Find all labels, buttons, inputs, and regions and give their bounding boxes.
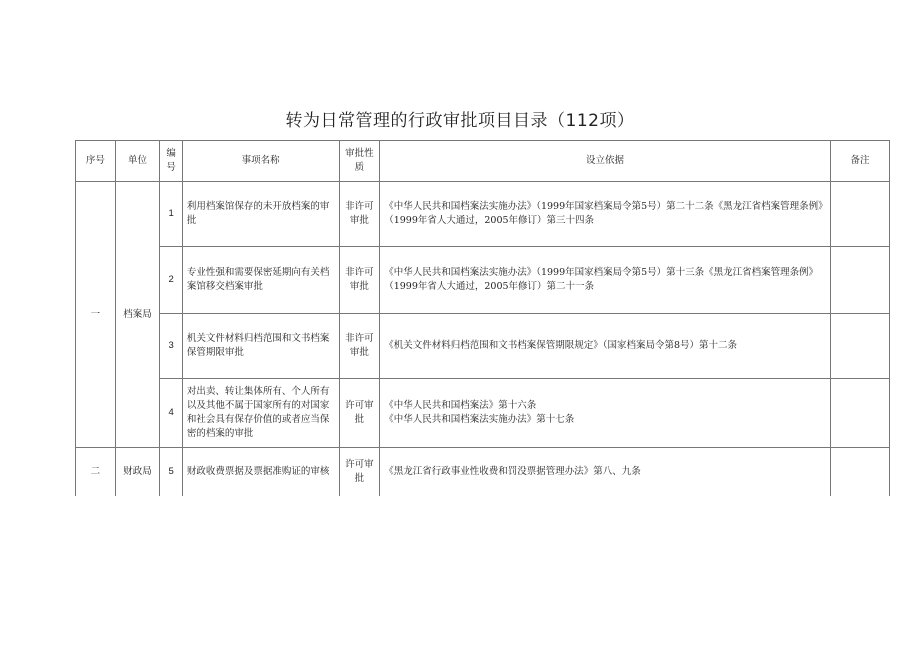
- header-code: 编号: [160, 141, 182, 182]
- item-name: 机关文件材料归档范围和文书档案保管期限审批: [182, 314, 339, 379]
- basis-line: 《中华人民共和国档案法实施办法》（1999年国家档案局令第5号）第十三条《黑龙江省档案管理条例》（1999年省人大通过，2005年修订）第二十一条: [384, 267, 819, 292]
- header-unit: 单位: [115, 141, 160, 182]
- item-code: 3: [160, 314, 182, 379]
- table-row: [76, 379, 890, 448]
- item-basis: [380, 182, 831, 247]
- basis-line: 《中华人民共和国档案法实施办法》（1999年国家档案局令第5号）第二十二条《黑龙江省档案管理条例》（1999年省人大通过，2005年修订）第三十四条: [384, 201, 823, 226]
- item-nature: 非许可审批: [339, 182, 380, 247]
- basis-line: 《中华人民共和国档案法》第十六条: [384, 400, 537, 411]
- item-basis: [380, 379, 831, 448]
- table-row: [76, 182, 890, 247]
- header-basis: 设立依据: [380, 141, 831, 182]
- item-name: 专业性强和需要保密延期向有关档案馆移交档案审批: [182, 247, 339, 314]
- item-code: 1: [160, 182, 182, 247]
- table-row: [76, 448, 890, 497]
- item-basis: [380, 314, 831, 379]
- item-note: [830, 314, 889, 379]
- item-basis: [380, 448, 831, 497]
- header-nature: 审批性质: [339, 141, 380, 182]
- item-code: 2: [160, 247, 182, 314]
- basis-line: 《黑龙江省行政事业性收费和罚没票据管理办法》第八、九条: [384, 466, 641, 477]
- group-seq: 一: [76, 182, 116, 448]
- item-nature: 许可审批: [339, 379, 380, 448]
- item-nature: 非许可审批: [339, 247, 380, 314]
- header-row: [76, 141, 890, 182]
- basis-line: 《中华人民共和国档案法实施办法》第十七条: [384, 414, 575, 425]
- item-code: 5: [160, 448, 182, 497]
- item-name: 对出卖、转让集体所有、个人所有以及其他不属于国家所有的对国家和社会具有保存价值的或者应当保密的档案的审批: [182, 379, 339, 448]
- item-note: [830, 247, 889, 314]
- item-note: [830, 448, 889, 497]
- item-nature: 许可审批: [339, 448, 380, 497]
- group-unit: 财政局: [115, 448, 160, 497]
- item-basis: [380, 247, 831, 314]
- item-name: 财政收费票据及票据准购证的审核: [182, 448, 339, 497]
- approval-catalog-table: [75, 140, 890, 496]
- item-note: [830, 379, 889, 448]
- header-seq: 序号: [76, 141, 116, 182]
- basis-line: 《机关文件材料归档范围和文书档案保管期限规定》（国家档案局令第8号）第十二条: [384, 340, 737, 351]
- item-name: 利用档案馆保存的未开放档案的审批: [182, 182, 339, 247]
- group-seq: 二: [76, 448, 116, 497]
- item-code: 4: [160, 379, 182, 448]
- page-title: 转为日常管理的行政审批项目目录（112项）: [285, 111, 635, 131]
- header-note: 备注: [830, 141, 889, 182]
- table-row: [76, 247, 890, 314]
- header-name: 事项名称: [182, 141, 339, 182]
- item-note: [830, 182, 889, 247]
- item-nature: 非许可审批: [339, 314, 380, 379]
- group-unit: 档案局: [115, 182, 160, 448]
- table-row: [76, 314, 890, 379]
